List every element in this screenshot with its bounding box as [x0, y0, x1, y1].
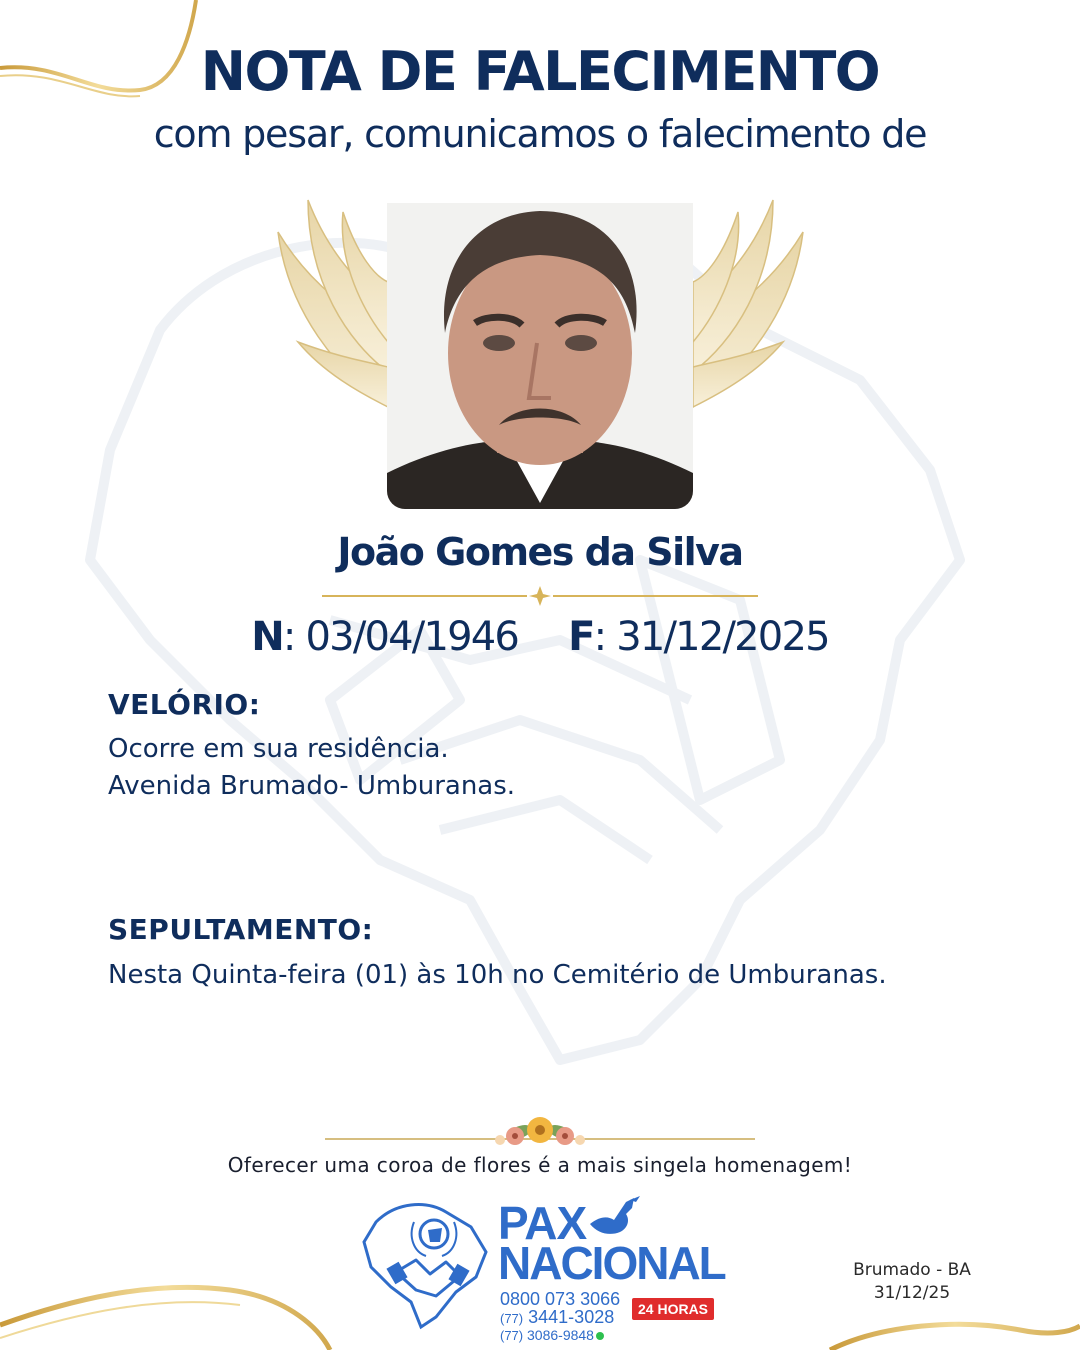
dates-row: N: 03/04/1946 F: 31/12/2025 [251, 614, 829, 660]
brand-line2: NACIONAL [498, 1237, 725, 1289]
birth-label: N [251, 614, 283, 660]
portrait-image [387, 203, 693, 509]
deceased-photo [387, 203, 693, 509]
flower-icon [495, 1117, 585, 1145]
hours-badge: 24 HORAS [632, 1298, 714, 1320]
footer-date: 31/12/25 [873, 1283, 951, 1303]
death-label: F [568, 614, 594, 660]
page-title: NOTA DE FALECIMENTO [200, 40, 880, 103]
page-subtitle: com pesar, comunicamos o falecimento de [153, 112, 927, 156]
name-divider [322, 584, 758, 608]
birth-date: 03/04/1946 [305, 614, 519, 660]
brand-line1: PAX [498, 1197, 587, 1249]
sparkle-icon [529, 586, 551, 606]
tagline: Oferecer uma coroa de flores é a mais singela homenagem! [227, 1153, 853, 1177]
velorio-line2: Avenida Brumado- Umburanas. [108, 771, 516, 801]
velorio-title: VELÓRIO: [108, 688, 261, 721]
whatsapp-icon [596, 1332, 604, 1340]
deceased-name: João Gomes da Silva [337, 530, 743, 574]
death-date: 31/12/2025 [616, 614, 829, 660]
place-date [832, 1259, 992, 1305]
flower-divider [325, 1106, 755, 1158]
phone-whatsapp: (77) 3086-9848 [500, 1327, 604, 1343]
sepultamento-text: Nesta Quinta-feira (01) às 10h no Cemitério de Umburanas. [108, 960, 887, 990]
sepultamento-title: SEPULTAMENTO: [108, 913, 374, 946]
phone-secondary: (77) 3441-3028 [500, 1307, 615, 1327]
place-text: Brumado - BA [853, 1260, 971, 1280]
dove-icon [586, 1194, 642, 1238]
phone-main: 0800 073 3066 [500, 1289, 621, 1309]
velorio-line1: Ocorre em sua residência. [108, 734, 449, 764]
brazil-map-logo-icon [356, 1192, 496, 1332]
